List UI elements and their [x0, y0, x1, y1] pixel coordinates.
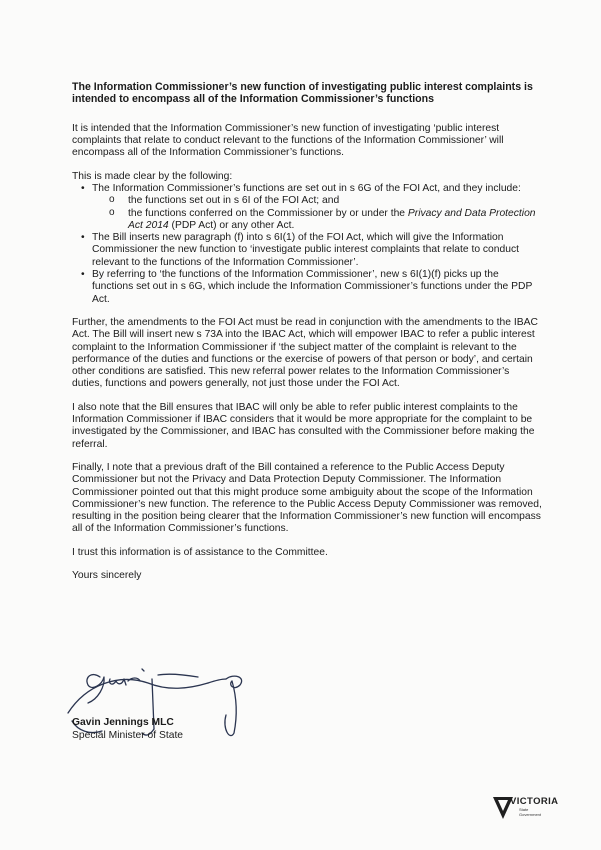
list-item [72, 269, 542, 306]
referral-paragraph: I also note that the Bill ensures that IBAC will only be able to refer public interest complaints to the Information Commissioner if IBAC considers that it would be more appropriate for the complaint to be investigated by the Commissioner, and IBAC has consulted with the Commissioner before making the referral. [72, 401, 535, 450]
logo-wordmark: VICTORIA [510, 796, 559, 807]
closing-salutation: Yours sincerely [72, 570, 142, 582]
victoria-state-government-logo [492, 795, 559, 825]
sub-item-text: (PDP Act) or any other Act. [168, 219, 295, 231]
sub-list-item [92, 195, 542, 207]
bullet-text-new-paragraph: The Bill inserts new paragraph (f) into s 6I(1) of the FOI Act, which will give the Information Commissioner the new function to ‘investigate public interest complaints that relate to conduct relevant to the functions of the Information Commissioner’. [92, 232, 519, 268]
logo-subtitle-line: State [519, 807, 529, 812]
sub-item-text: the functions conferred on the Commissioner by or under the [128, 207, 408, 219]
clarification-list [72, 183, 542, 306]
list-item [72, 232, 542, 269]
section-heading: The Information Commissioner’s new function of investigating public interest complaints is intended to encompass all of the Information Commissioner’s functions [72, 81, 533, 106]
signer-name: Gavin Jennings MLC [72, 717, 174, 728]
intro-paragraph: It is intended that the Information Commissioner’s new function of investigating ‘public interest complaints that relate to conduct relevant to the functions of the Information Commissioner’ will encompass all of the Information Commissioner’s functions. [72, 122, 504, 159]
trust-paragraph: I trust this information is of assistance to the Committee. [72, 546, 328, 558]
list-item [72, 183, 542, 232]
ibac-paragraph: Further, the amendments to the FOI Act must be read in conjunction with the amendments to the IBAC Act. The Bill will insert new s 73A into the IBAC Act, which will empower IBAC to refer a public interest complaint to the Information Commissioner if ‘the subject matter of the complaint is relevant to the performance of the duties and functions or the exercise of powers of that person or body’, and certain other conditions are satisfied. This new referral power relates to the Information Commissioner’s duties, functions and powers generally, not just those under the FOI Act. [72, 316, 538, 390]
sub-list [92, 195, 542, 232]
logo-subtitle-line: Government [519, 811, 542, 817]
letter-body [72, 81, 542, 602]
sub-item-text: the functions set out in s 6I of the FOI Act; and [128, 195, 340, 207]
act-title: Privacy and Data Protection Act 2014 [128, 207, 536, 231]
signer-title: Special Minister of State [72, 730, 184, 741]
sub-list-item [92, 208, 542, 233]
bullet-text-referring: By referring to ‘the functions of the Information Commissioner’, new s 6I(1)(f) picks up the functions set out in s 6G, which include the Information Commissioner’s functions under the PDP Act. [92, 269, 533, 305]
draft-paragraph: Finally, I note that a previous draft of the Bill contained a reference to the Public Access Deputy Commissioner but not the Privacy and Data Protection Deputy Commissioner. The Information Commissioner pointed out that this might produce some ambiguity about the scope of the Information Commissioner’s new function. The reference to the Public Access Deputy Commissioner was removed, resulting in the position being clearer that the Information Commissioner’s new function will encompass all of the Information Commissioner’s functions. [72, 461, 542, 535]
bullet-text-functions: The Information Commissioner’s functions are set out in s 6G of the FOI Act, and they include: [92, 183, 521, 194]
signer-block [72, 716, 183, 742]
clarification-lead: This is made clear by the following: [72, 170, 233, 182]
logo-subtitle [519, 808, 541, 817]
